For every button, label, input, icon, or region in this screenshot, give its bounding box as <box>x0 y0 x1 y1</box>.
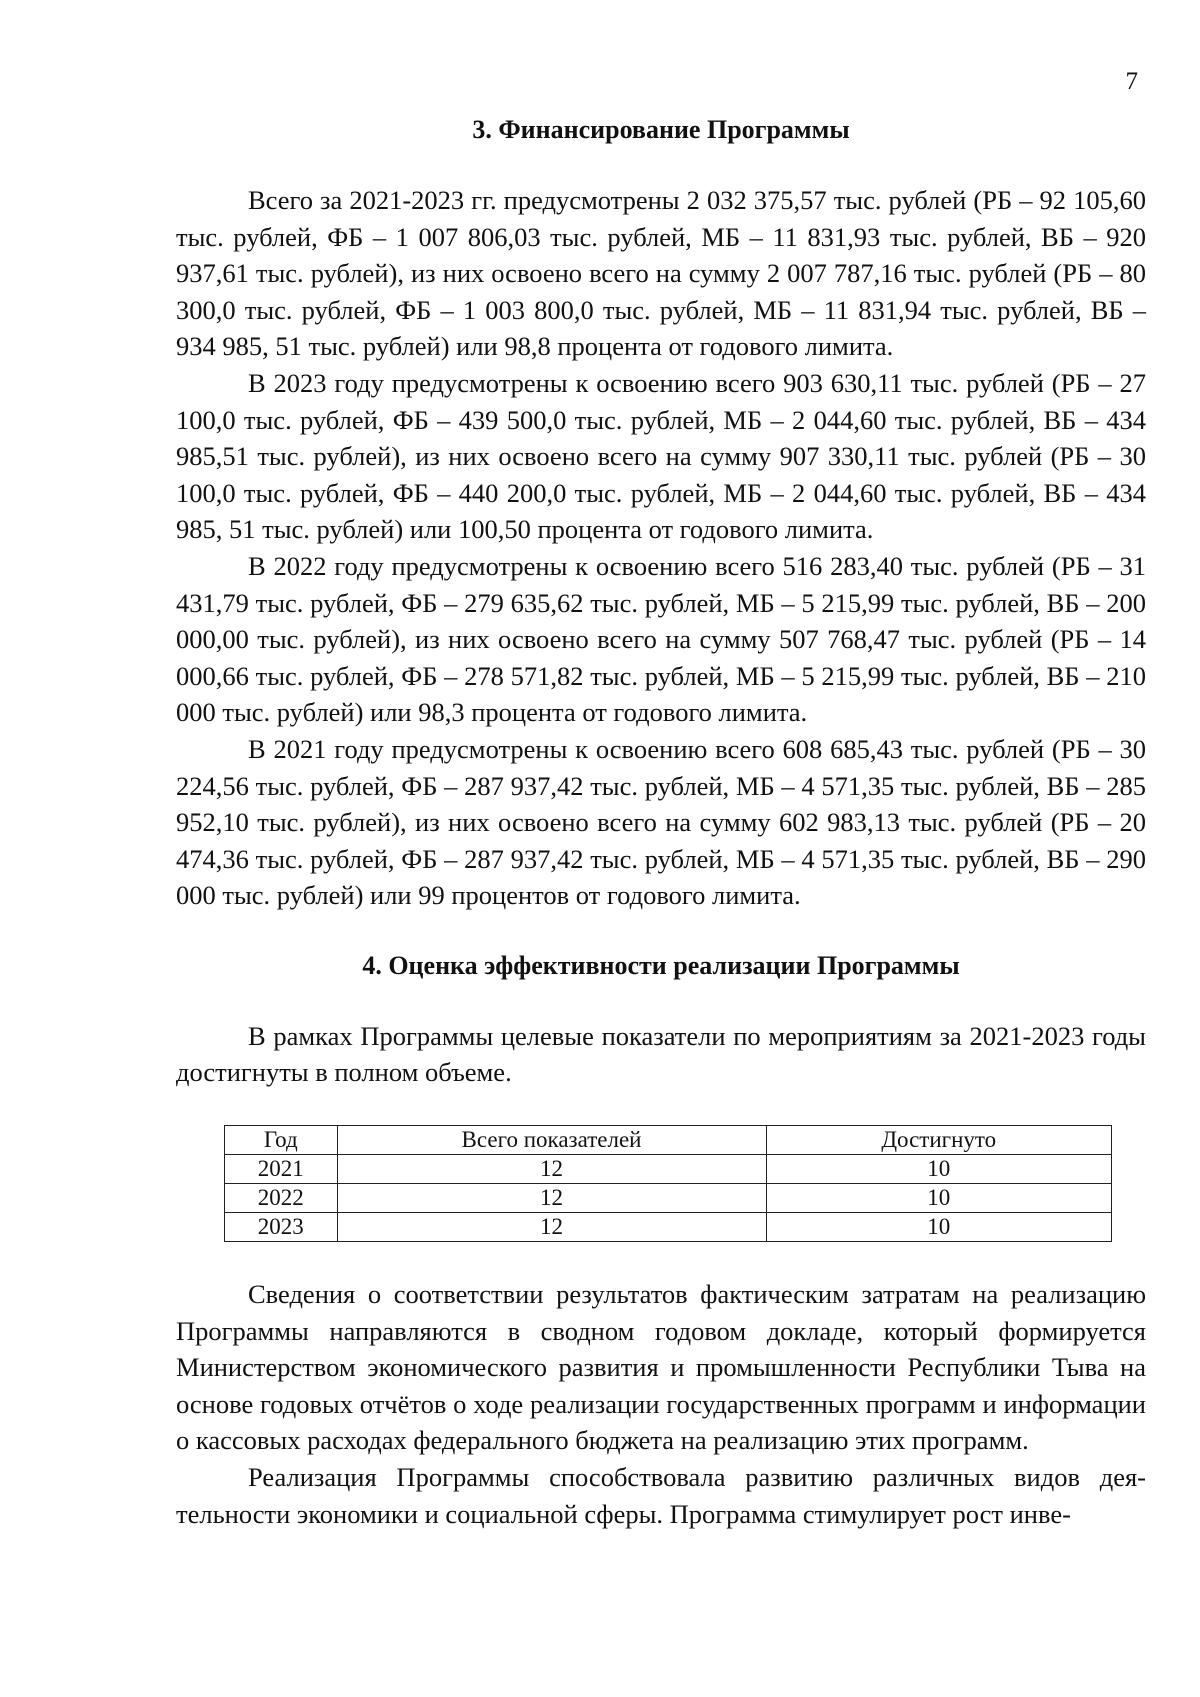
table-row <box>225 1213 1112 1242</box>
cell-year: 2021 <box>225 1155 338 1184</box>
section-3-title: 3. Финансирование Программы <box>472 115 850 144</box>
cell-achieved: 10 <box>766 1213 1112 1242</box>
cell-achieved: 10 <box>766 1155 1112 1184</box>
indicators-table-wrapper <box>224 1125 1112 1242</box>
section-4-title: 4. Оценка эффективности реализации Программы <box>362 950 960 980</box>
report-paragraph: Сведения о соответствии результатов фактическим затратам на реализацию Программы направляются в сводном годовом докладе, который формируется Министерством экономического развития и промышленности Республики Тыва на основе годовых отчётов о ходе реализации государственных программ и информации о кассовых расходах федерального бюджета на реализацию этих программ. <box>176 1279 1146 1456</box>
table-row <box>225 1155 1112 1184</box>
financing-paragraph-2023: В 2023 году предусмотрены к освоению всего 903 630,11 тыс. рублей (РБ – 27 100,0 тыс. рублей, ФБ – 439 500,0 тыс. рублей, МБ – 2 044,60 тыс. рублей, ВБ – 434 985,51 тыс. рублей), из них освоено всего на сумму 907 330,11 тыс. рублей (РБ – 30 100,0 тыс. рублей, ФБ – 440 200,0 тыс. рублей, МБ – 2 044,60 тыс. рублей, ВБ – 434 985, 51 тыс. рублей) или 100,50 процента от годового лимита. <box>176 367 1146 545</box>
header-total-indicators: Всего показателей <box>337 1126 766 1155</box>
table-header-row <box>225 1126 1112 1155</box>
page-number: 7 <box>1125 68 1138 95</box>
cell-year: 2022 <box>225 1184 338 1213</box>
table-row <box>225 1184 1112 1213</box>
financing-paragraph-total: Всего за 2021-2023 гг. предусмотрены 2 032 375,57 тыс. рублей (РБ – 92 105,60 тыс. рублей, ФБ – 1 007 806,03 тыс. рублей, МБ – 11 831,93 тыс. рублей, ВБ – 920 937,61 тыс. рублей), из них освоено всего на сумму 2 007 787,16 тыс. рублей (РБ – 80 300,0 тыс. рублей, ФБ – 1 003 800,0 тыс. рублей, МБ – 11 831,94 тыс. рублей, ВБ – 934 985, 51 тыс. рублей) или 98,8 процента от годового лимита. <box>176 185 1146 362</box>
cell-achieved: 10 <box>766 1184 1112 1213</box>
document-body <box>176 112 1146 1532</box>
efficiency-intro-paragraph: В рамках Программы целевые показатели по мероприятиям за 2021-2023 годы достигнуты в полном объеме. <box>176 1020 1146 1088</box>
financing-paragraph-2021: В 2021 году предусмотрены к освоению всего 608 685,43 тыс. рублей (РБ – 30 224,56 тыс. рублей, ФБ – 287 937,42 тыс. рублей, МБ – 4 571,35 тыс. рублей, ВБ – 285 952,10 тыс. рублей), из них освоено всего на сумму 602 983,13 тыс. рублей (РБ – 20 474,36 тыс. рублей, ФБ – 287 937,42 тыс. рублей, МБ – 4 571,35 тыс. рублей, ВБ – 290 000 тыс. рублей) или 99 процентов от годового лимита. <box>176 733 1146 911</box>
header-year: Год <box>225 1126 338 1155</box>
impact-paragraph: Реализация Программы способствовала развитию различных видов деятельности экономики и социальной сферы. Программа стимулирует рост инве- <box>176 1462 1146 1529</box>
cell-total: 12 <box>337 1213 766 1242</box>
financing-paragraph-2022: В 2022 году предусмотрены к освоению всего 516 283,40 тыс. рублей (РБ – 31 431,79 тыс. рублей, ФБ – 279 635,62 тыс. рублей, МБ – 5 215,99 тыс. рублей, ВБ – 200 000,00 тыс. рублей), из них освоено всего на сумму 507 768,47 тыс. рублей (РБ – 14 000,66 тыс. рублей, ФБ – 278 571,82 тыс. рублей, МБ – 5 215,99 тыс. рублей, ВБ – 210 000 тыс. рублей) или 98,3 процента от годового лимита. <box>176 550 1146 728</box>
cell-total: 12 <box>337 1155 766 1184</box>
header-achieved: Достигнуто <box>766 1126 1112 1155</box>
cell-year: 2023 <box>225 1213 338 1242</box>
indicators-table <box>224 1125 1112 1242</box>
cell-total: 12 <box>337 1184 766 1213</box>
